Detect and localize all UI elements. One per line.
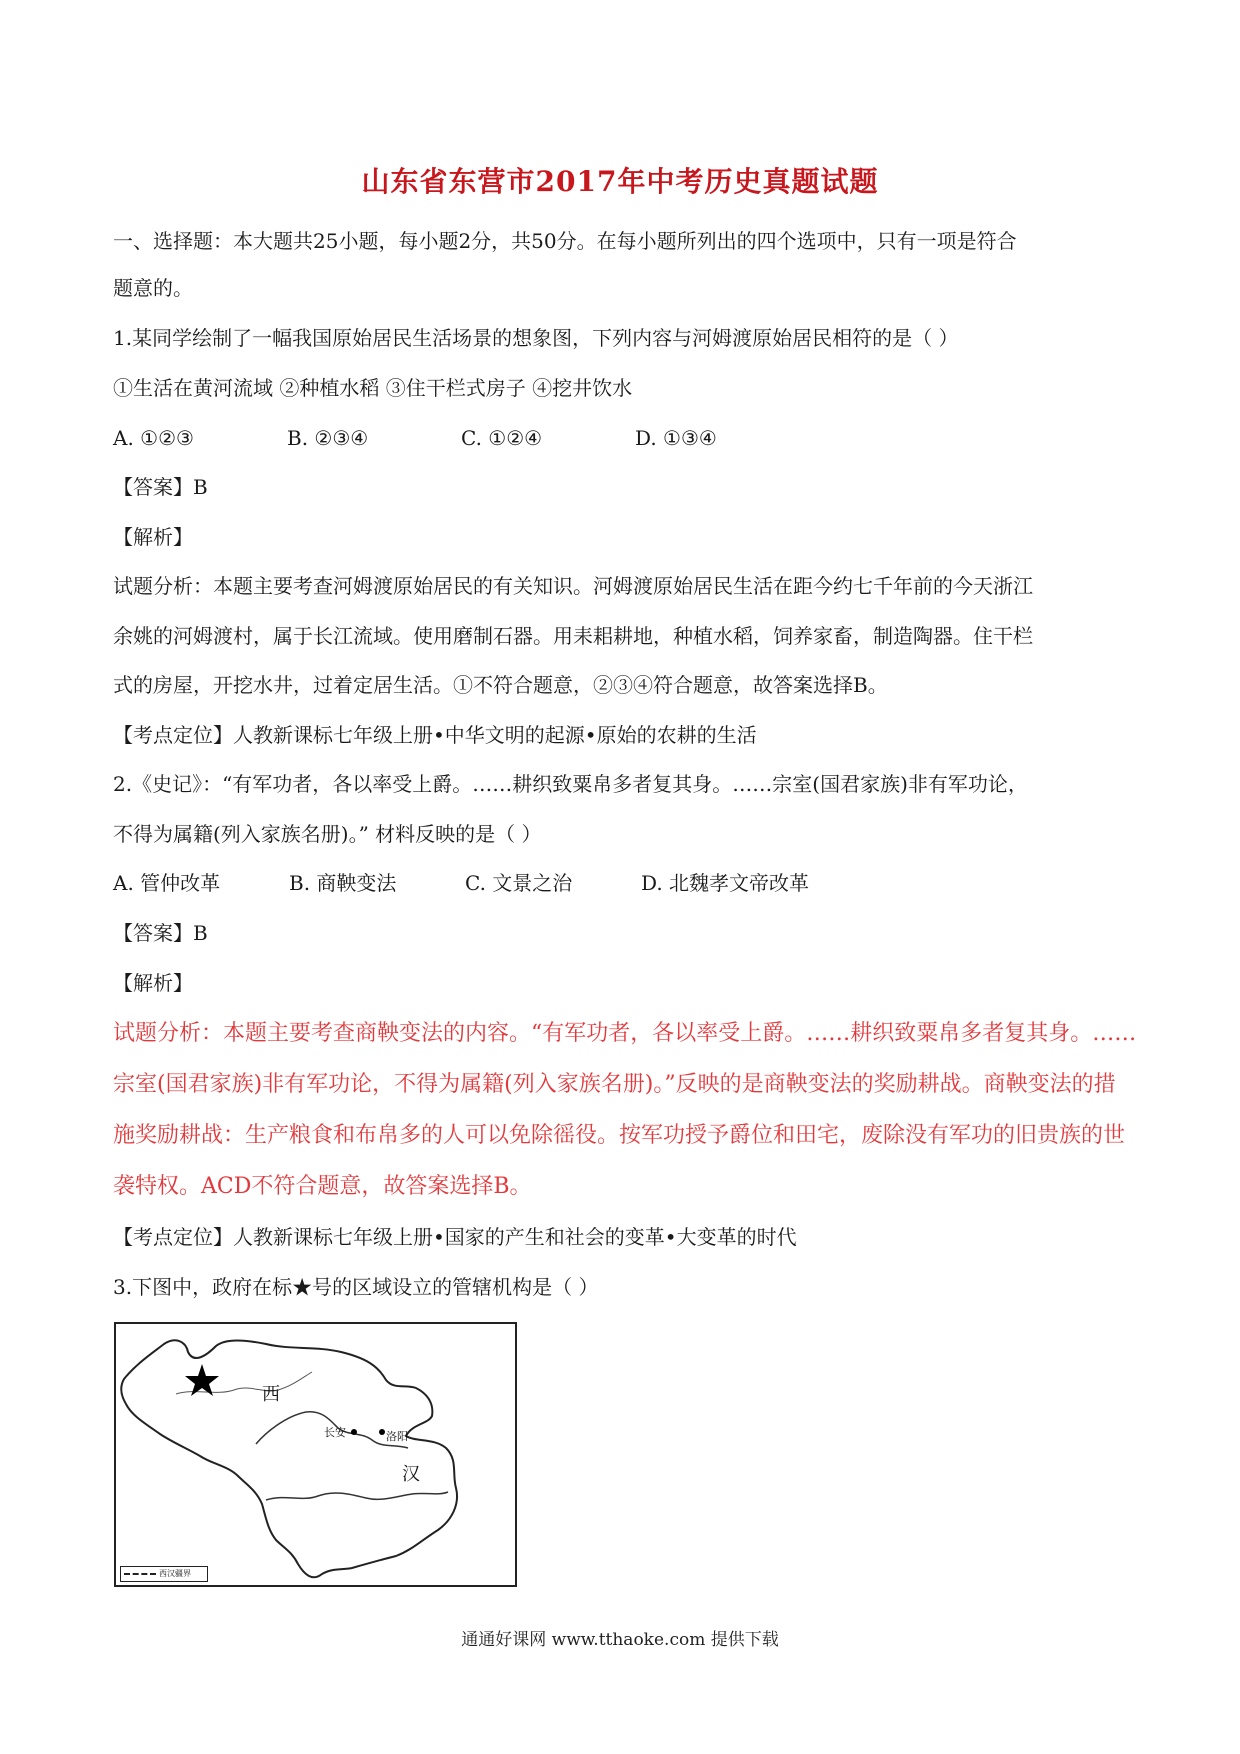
q1-option-b: B. ②③④ (287, 426, 369, 450)
q2-analysis-line4: 袭特权。ACD不符合题意，故答案选择B。 (113, 1174, 532, 1199)
yangtze-river (266, 1492, 448, 1500)
q2-analysis-line2: 宗室(国君家族)非有军功论，不得为属籍(列入家族名册)。”反映的是商鞅变法的奖励耕战。商鞅变法的措 (113, 1072, 1116, 1097)
western-han-map (114, 1322, 517, 1587)
q1-analysis-heading: 【解析】 (113, 525, 193, 549)
q1-options (113, 425, 717, 451)
legend-dash-line (124, 1573, 156, 1575)
q2-analysis-line3: 施奖励耕战：生产粮食和布帛多的人可以免除徭役。按军功授予爵位和田宅，废除没有军功的旧贵族的世 (113, 1123, 1126, 1148)
q3-stem: 3.下图中，政府在标★号的区域设立的管辖机构是（ ） (113, 1275, 599, 1299)
territory-outline (121, 1340, 457, 1577)
q1-option-c: C. ①②④ (461, 426, 543, 450)
q1-stem: 1.某同学绘制了一幅我国原始居民生活场景的想象图，下列内容与河姆渡原始居民相符的是（ ） (113, 326, 959, 350)
q1-analysis-line3: 式的房屋，开挖水井，过着定居生活。①不符合题意，②③④符合题意，故答案选择B。 (113, 673, 888, 697)
q2-option-d: D. 北魏孝文帝改革 (641, 871, 810, 895)
map-outline-drawing (116, 1324, 515, 1585)
q2-stem-line1: 2.《史记》：“有军功者，各以率受上爵。……耕织致粟帛多者复其身。……宗室(国君家族)非有军功论， (113, 772, 1028, 796)
map-label-luoyang: 洛阳 (386, 1430, 408, 1443)
q2-option-a: A. 管仲改革 (113, 871, 221, 895)
map-label-han: 汉 (402, 1464, 420, 1485)
q2-analysis-line1: 试题分析：本题主要考查商鞅变法的内容。“有军功者，各以率受上爵。……耕织致粟帛多者复其身。…… (113, 1021, 1137, 1046)
q1-option-a: A. ①②③ (113, 426, 194, 450)
q1-items: ①生活在黄河流域 ②种植水稻 ③住干栏式房子 ④挖井饮水 (113, 376, 633, 400)
q2-kaodian: 【考点定位】人教新课标七年级上册•国家的产生和社会的变革•大变革的时代 (113, 1225, 797, 1249)
page-title: 山东省东营市2017年中考历史真题试题 (361, 165, 879, 198)
legend-label: 西汉疆界 (159, 1569, 191, 1578)
q1-analysis-line2: 余姚的河姆渡村，属于长江流域。使用磨制石器。用耒耜耕地，种植水稻，饲养家畜，制造陶器。住干栏 (113, 624, 1033, 648)
q1-analysis-line1: 试题分析：本题主要考查河姆渡原始居民的有关知识。河姆渡原始居民生活在距今约七千年前的今天浙江 (113, 574, 1033, 598)
q2-answer: 【答案】B (113, 921, 208, 945)
q1-kaodian: 【考点定位】人教新课标七年级上册•中华文明的起源•原始的农耕的生活 (113, 723, 757, 747)
q1-answer: 【答案】B (113, 475, 208, 499)
map-label-xi: 西 (262, 1384, 280, 1405)
q2-stem-line2: 不得为属籍(列入家族名册)。” 材料反映的是（ ） (113, 822, 542, 846)
q2-option-b: B. 商鞅变法 (289, 871, 397, 895)
q2-option-c: C. 文景之治 (465, 871, 573, 895)
section-instructions-line1: 一、选择题：本大题共25小题，每小题2分，共50分。在每小题所列出的四个选项中，只有一项是符合 (113, 229, 1017, 253)
q1-option-d: D. ①③④ (635, 426, 717, 450)
map-legend (120, 1566, 208, 1582)
star-marker-icon (185, 1364, 219, 1396)
q2-options (113, 870, 809, 896)
section-instructions-line2: 题意的。 (113, 276, 193, 300)
q2-analysis-heading: 【解析】 (113, 971, 193, 995)
changan-dot (351, 1429, 357, 1435)
map-label-changan: 长安 (324, 1426, 346, 1439)
page-footer: 通通好课网 www.tthaoke.com 提供下载 (461, 1630, 779, 1650)
luoyang-dot (379, 1429, 385, 1435)
